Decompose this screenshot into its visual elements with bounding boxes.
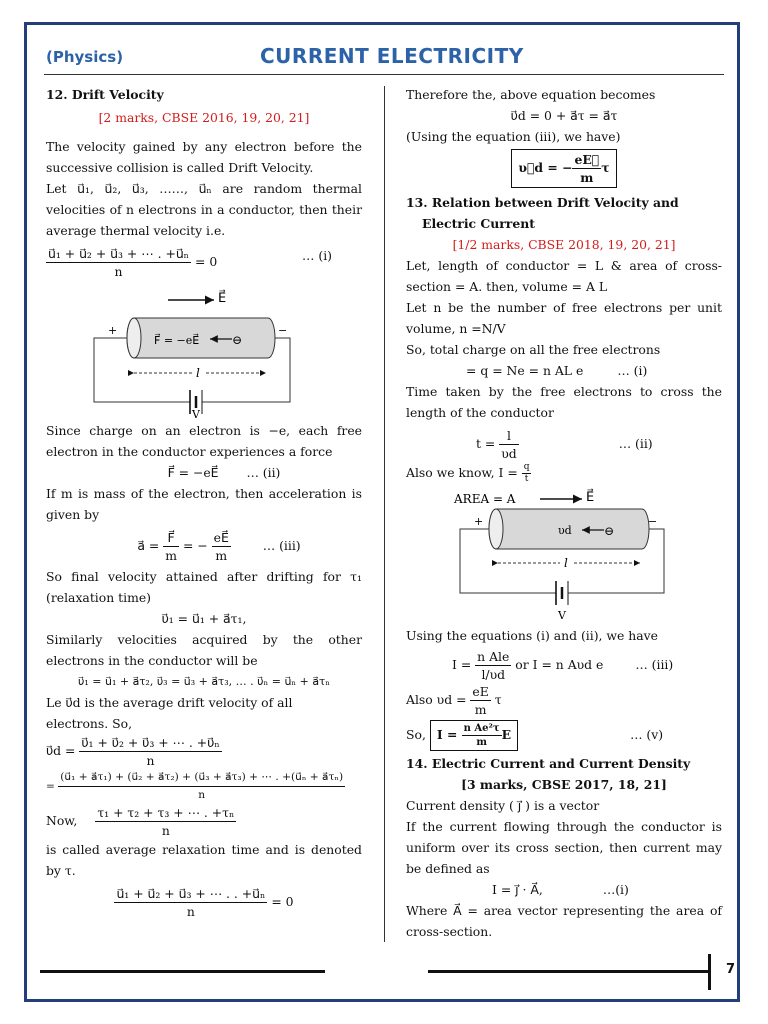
field-label: E⃗ (218, 291, 227, 306)
equation: Now, $\frac{\text{τ₁ + τ₂ + τ₃ + ⋯ . +τₙ}}{n}$ (46, 805, 235, 838)
voltage-label: V (192, 408, 200, 418)
equation-ii: F⃗ = −eE⃗ … (ii) (167, 465, 281, 480)
equation: Also we know, I = $\frac{q}{t}$ (406, 462, 530, 484)
paragraph: Let, length of conductor = L & area of cross-section = A. then, volume = A L (406, 258, 722, 294)
section-heading-drift-velocity: 12. Drift Velocity (46, 87, 164, 102)
paragraph: So final velocity attained after drifting for τ₁ (relaxation time) (46, 569, 362, 605)
paragraph: If the current flowing through the conductor is uniform over its cross section, then current may be defined as (406, 819, 722, 876)
right-column (406, 84, 722, 942)
electron-symbol: ⊖ (604, 524, 615, 538)
equation-ii: t = $\frac{l}{\upsilon d}$ … (ii) (476, 428, 653, 461)
plus-terminal: + (474, 515, 484, 528)
drift-current-diagram (406, 485, 722, 625)
column-divider (384, 86, 385, 942)
section-heading-relation-cont: Electric Current (422, 216, 535, 231)
marks-badge: [2 marks, CBSE 2016, 19, 20, 21] (98, 110, 310, 125)
boxed-current-formula: So, I = $\frac{\text{n Ae²τ}}{m}$ E … (v) (406, 720, 722, 751)
voltage-label: V (558, 609, 566, 622)
footer-rule-right (428, 970, 710, 973)
paragraph: Therefore the, above equation becomes (406, 87, 656, 102)
marks-badge: [3 marks, CBSE 2017, 18, 21] (461, 777, 667, 792)
length-label: l (564, 556, 568, 570)
area-label: AREA = A (454, 492, 516, 506)
section-heading-relation: 13. Relation between Drift Velocity and (406, 195, 679, 210)
paragraph: Current density ( j⃗ ) is a vector (406, 798, 600, 813)
marks-badge: [1/2 marks, CBSE 2018, 19, 20, 21] (452, 237, 676, 252)
equation: υ⃗₁ = u⃗₁ + a⃗τ₁, (161, 611, 247, 626)
force-label: F⃗ = −eE⃗ (154, 334, 200, 347)
paragraph: Similarly velocities acquired by the other electrons in the conductor will be (46, 632, 362, 668)
minus-terminal: − (648, 515, 658, 528)
equation: υ⃗d = 0 + a⃗τ = a⃗τ (510, 108, 618, 123)
equation: υ⃗d = $\frac{\text{υ⃗₁ + υ⃗₂ + υ⃗₃ + ⋯ . +υ⃗ₙ}}{n}$ (46, 735, 220, 768)
page-title: CURRENT ELECTRICITY (260, 44, 524, 68)
paragraph: (Using the equation (iii), we have) (406, 129, 621, 144)
field-label: E⃗ (586, 490, 595, 505)
paragraph: Time taken by the free electrons to cross the length of the conductor (406, 384, 722, 420)
footer-rule-left (40, 970, 325, 973)
paragraph: So, total charge on all the free electrons (406, 342, 661, 357)
page-number: 7 (726, 962, 736, 977)
paragraph: Where A⃗ = area vector representing the area of cross-section. (406, 903, 722, 939)
equation-i: = q = Ne = n AL e … (i) (466, 363, 648, 378)
length-label: l (196, 366, 200, 380)
plus-terminal: + (108, 324, 118, 337)
subject-label: (Physics) (46, 48, 124, 66)
paragraph: If m is mass of the electron, then acceleration is given by (46, 486, 362, 522)
boxed-drift-velocity-formula: υ⃗d = − $\frac{eE⃗}{m}$ τ (406, 149, 722, 188)
paragraph: Let n be the number of free electrons per unit volume, n =N/V (406, 300, 722, 336)
drift-velocity-label: υd (558, 524, 572, 537)
equation: υ⃗₁ = u⃗₁ + a⃗τ₂, υ⃗₃ = u⃗₃ + a⃗τ₃, … . υ⃗ₙ = u⃗ₙ + a⃗τₙ (78, 675, 330, 688)
equation-i: I = j⃗ · A⃗, …(i) (492, 882, 629, 897)
electron-symbol: ⊖ (232, 333, 243, 347)
header-rule (44, 74, 724, 75)
drift-velocity-diagram (46, 286, 362, 418)
equation-iii: a⃗ = $\frac{F⃗}{m}$ = − $\frac{eE⃗}{m}$ … (iii) (137, 530, 301, 563)
section-heading-current-density: 14. Electric Current and Current Density (406, 756, 691, 771)
footer-page-marker (708, 954, 711, 990)
paragraph: Let u⃗₁, u⃗₂, u⃗₃, ……, u⃗ₙ are random thermal velocities of n electrons in a conductor, then their average thermal velocity i.e. (46, 181, 362, 238)
paragraph: is called average relaxation time and is denoted by τ. (46, 842, 362, 878)
equation-iii: I = $\frac{\text{n Ale}}{l/\upsilon d}$ or I = n Aυd e … (iii) (452, 649, 674, 682)
left-column (46, 84, 362, 920)
equation: Also υd = $\frac{eE}{m}$ τ (406, 684, 502, 717)
equation: $\frac{\text{u⃗₁ + u⃗₂ + u⃗₃ + ⋯ . . +u⃗ₙ}}{n}$ = 0 (116, 886, 294, 919)
minus-terminal: − (278, 324, 288, 337)
equation: = (u⃗₁ + a⃗τ₁) + (u⃗₂ + a⃗τ₂) + (u⃗₃ + a⃗τ₃) + ⋯ . +(u⃗ₙ + a⃗τₙ) n (46, 771, 344, 801)
paragraph: Using the equations (i) and (ii), we have (406, 628, 659, 643)
paragraph: electrons. So, (46, 716, 133, 731)
paragraph: Since charge on an electron is −e, each free electron in the conductor experiences a force (46, 423, 362, 459)
equation-i: $\frac{\text{u⃗₁ + u⃗₂ + u⃗₃ + ⋯ . +u⃗ₙ}}{n}$ = 0 … (i) (48, 246, 332, 279)
paragraph: Le υ⃗d is the average drift velocity of all (46, 695, 293, 710)
paragraph: The velocity gained by any electron before the successive collision is called Drift Velocity. (46, 139, 362, 175)
